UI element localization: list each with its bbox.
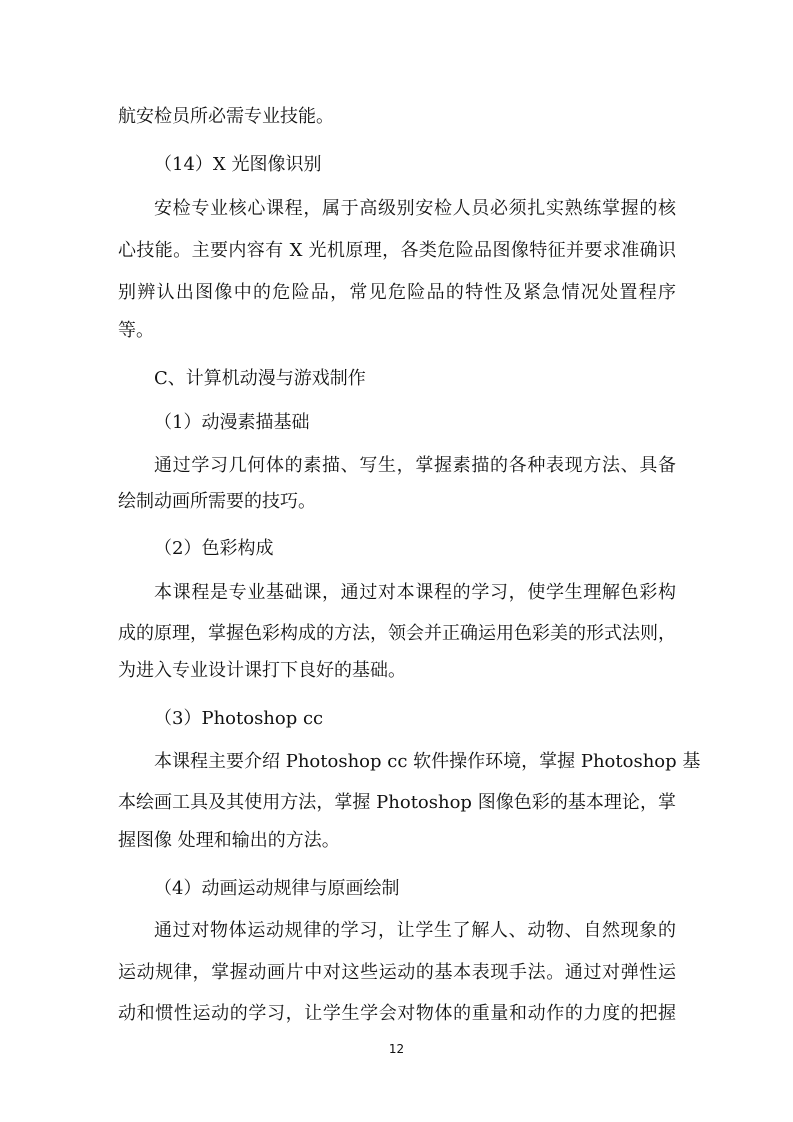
paragraph-line: 动和惯性运动的学习，让学生学会对物体的重量和动作的力度的把握 xyxy=(118,1003,676,1024)
section-heading: （3）Photoshop cc xyxy=(154,708,324,729)
section-heading: （4）动画运动规律与原画绘制 xyxy=(154,878,400,899)
paragraph-line: 安检专业核心课程，属于高级别安检人员必须扎实熟练掌握的核 xyxy=(154,198,676,219)
paragraph-line: 绘制动画所需要的技巧。 xyxy=(118,491,316,512)
paragraph-line: 通过学习几何体的素描、写生，掌握素描的各种表现方法、具备 xyxy=(154,455,676,476)
section-heading: （2）色彩构成 xyxy=(154,538,274,559)
section-heading: （14）X 光图像识别 xyxy=(154,154,322,175)
paragraph-line: 别辨认出图像中的危险品，常见危险品的特性及紧急情况处置程序 xyxy=(118,282,676,303)
paragraph-line: 运动规律，掌握动画片中对这些运动的基本表现手法。通过对弹性运 xyxy=(118,962,676,983)
paragraph-line: 成的原理，掌握色彩构成的方法，领会并正确运用色彩美的形式法则， xyxy=(118,623,676,644)
paragraph-line: 通过对物体运动规律的学习，让学生了解人、动物、自然现象的 xyxy=(154,920,676,941)
section-heading: （1）动漫素描基础 xyxy=(154,412,310,433)
paragraph-line: 本绘画工具及其使用方法，掌握 Photoshop 图像色彩的基本理论，掌 xyxy=(118,792,676,813)
paragraph-line: 本课程是专业基础课，通过对本课程的学习，使学生理解色彩构 xyxy=(154,582,676,603)
paragraph-line: 等。 xyxy=(118,320,154,341)
paragraph-line: 为进入专业设计课打下良好的基础。 xyxy=(118,660,406,681)
paragraph-line: 握图像 处理和输出的方法。 xyxy=(118,830,340,851)
page-number: 12 xyxy=(388,1042,405,1056)
paragraph-line: 本课程主要介绍 Photoshop cc 软件操作环境，掌握 Photoshop 基 xyxy=(154,751,701,772)
paragraph-line: 心技能。主要内容有 X 光机原理，各类危险品图像特征并要求准确识 xyxy=(118,240,676,261)
section-heading: C、计算机动漫与游戏制作 xyxy=(154,368,366,389)
paragraph-line: 航安检员所必需专业技能。 xyxy=(118,106,334,127)
